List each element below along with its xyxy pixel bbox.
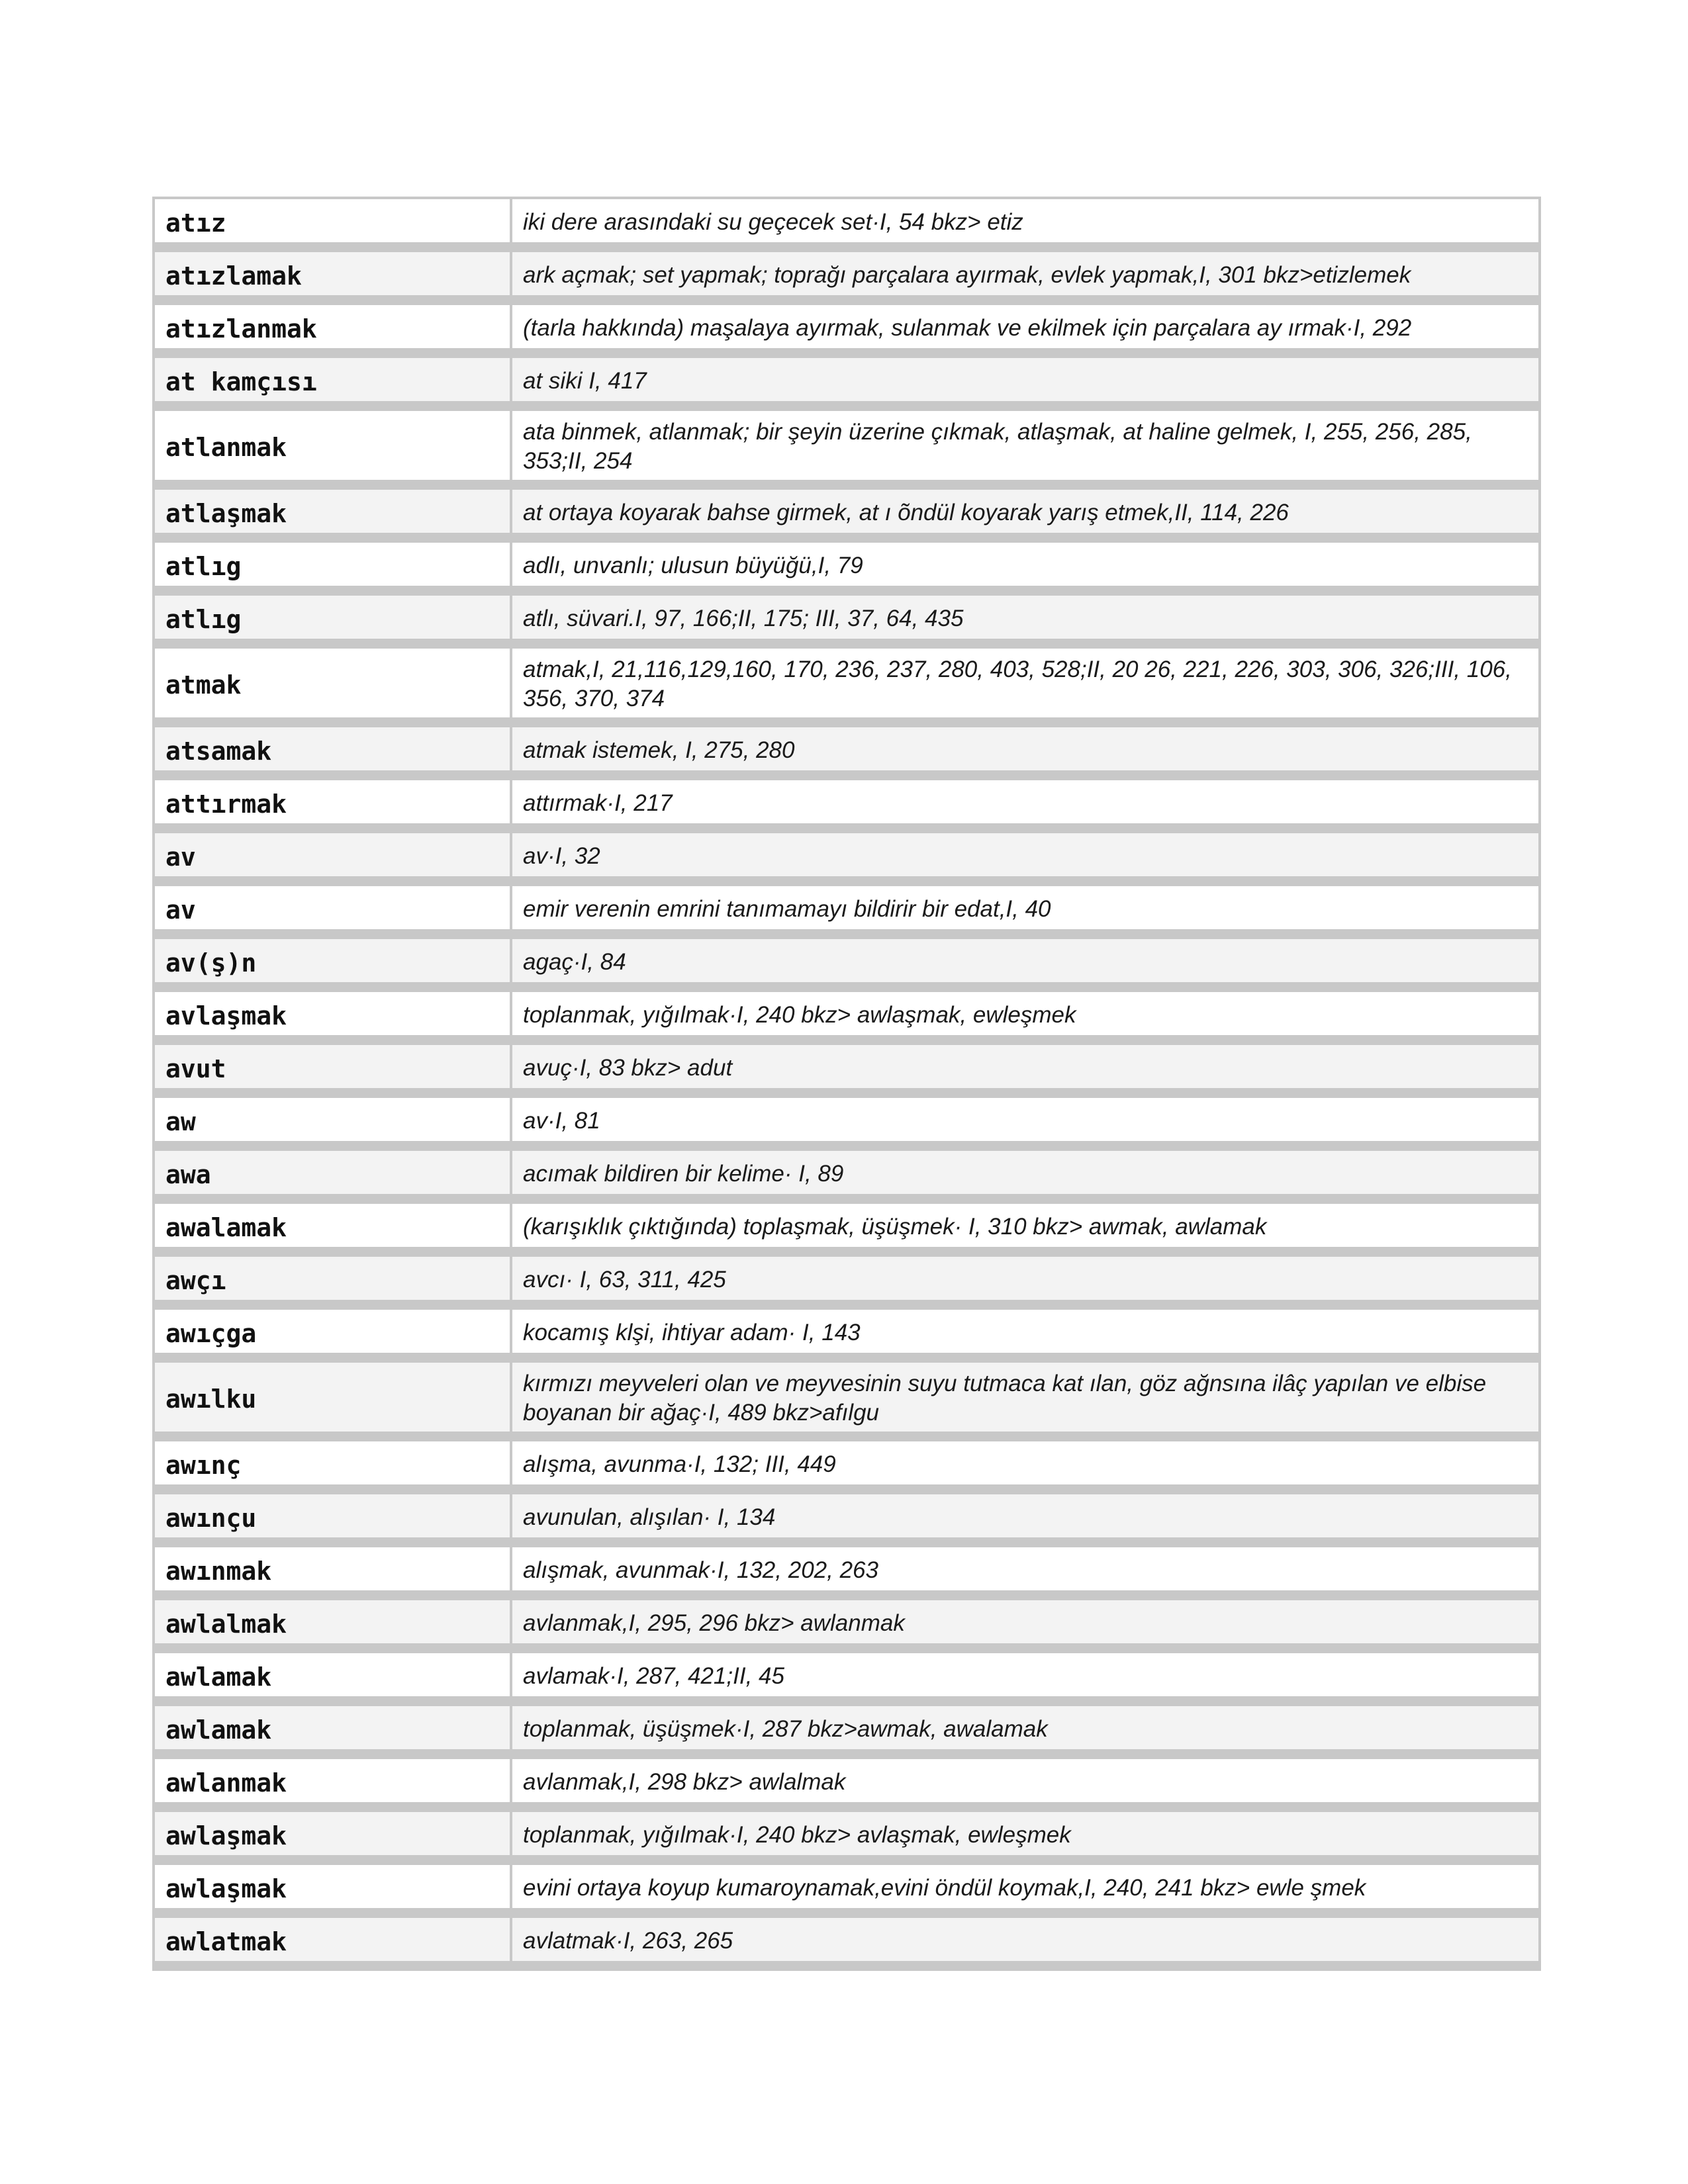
table-row bbox=[155, 1494, 1538, 1547]
term-cell: atlanmak bbox=[155, 411, 512, 480]
term-cell: awlatmak bbox=[155, 1918, 512, 1961]
term-cell: awalamak bbox=[155, 1204, 512, 1247]
term-cell: awlanmak bbox=[155, 1759, 512, 1802]
term-cell: atmak bbox=[155, 649, 512, 717]
term-cell: atlıg bbox=[155, 543, 512, 586]
definition-cell: avlanmak,I, 295, 296 bkz> awlanmak bbox=[523, 1610, 905, 1636]
table-row bbox=[155, 1918, 1538, 1971]
table-row bbox=[155, 1204, 1538, 1257]
definition-cell: avlanmak,I, 298 bkz> awlalmak bbox=[523, 1768, 846, 1795]
table-row bbox=[155, 939, 1538, 992]
definition-cell: agaç·I, 84 bbox=[523, 948, 626, 975]
definition-cell: av·I, 32 bbox=[523, 842, 600, 869]
term-cell: awılku bbox=[155, 1363, 512, 1432]
definition-cell: av·I, 81 bbox=[523, 1107, 600, 1134]
definition-cell: toplanmak, yığılmak·I, 240 bkz> avlaşmak, ewleşmek bbox=[523, 1821, 1071, 1848]
table-row bbox=[155, 1257, 1538, 1310]
definition-cell: avlamak·I, 287, 421;II, 45 bbox=[523, 1662, 784, 1689]
definition-cell: atmak istemek, I, 275, 280 bbox=[523, 737, 795, 763]
term-cell: av(ş)n bbox=[155, 939, 512, 982]
term-cell: avut bbox=[155, 1045, 512, 1088]
table-row bbox=[155, 1045, 1538, 1098]
definition-cell: alışma, avunma·I, 132; III, 449 bbox=[523, 1451, 836, 1477]
definition-cell: atlı, süvari.I, 97, 166;II, 175; III, 37, 64, 435 bbox=[523, 605, 964, 631]
definition-cell: avuç·I, 83 bkz> adut bbox=[523, 1054, 733, 1081]
table-row bbox=[155, 1812, 1538, 1865]
table-row bbox=[155, 543, 1538, 596]
definition-cell: ata binmek, atlanmak; bir şeyin üzerine çıkmak, atlaşmak, at haline gelmek, I, 255, 256, 285, 353;II, 254 bbox=[523, 419, 1472, 474]
table-row bbox=[155, 596, 1538, 649]
term-cell: atlaşmak bbox=[155, 490, 512, 533]
definition-cell: at ortaya koyarak bahse girmek, at ı õndül koyarak yarış etmek,II, 114, 226 bbox=[523, 499, 1289, 525]
term-cell: awa bbox=[155, 1151, 512, 1194]
table-row bbox=[155, 1600, 1538, 1653]
term-cell: attırmak bbox=[155, 780, 512, 823]
table-row bbox=[155, 305, 1538, 358]
term-cell: awınmak bbox=[155, 1547, 512, 1590]
table-row bbox=[155, 1363, 1538, 1441]
term-cell: awıçga bbox=[155, 1310, 512, 1353]
term-cell: awınçu bbox=[155, 1494, 512, 1537]
definition-cell: kırmızı meyveleri olan ve meyvesinin suyu tutmaca kat ılan, göz ağnsına ilâç yapılan ve elbise boyanan bir ağaç·I, 489 bkz>afılgu bbox=[523, 1371, 1487, 1426]
definition-cell: avcı· I, 63, 311, 425 bbox=[523, 1266, 726, 1293]
term-cell: atsamak bbox=[155, 727, 512, 770]
table-row bbox=[155, 199, 1538, 252]
table-row bbox=[155, 1759, 1538, 1812]
definition-cell: evini ortaya koyup kumaroynamak,evini öndül koymak,I, 240, 241 bkz> ewle şmek bbox=[523, 1874, 1366, 1901]
table-row bbox=[155, 886, 1538, 939]
term-cell: aw bbox=[155, 1098, 512, 1141]
term-cell: avlaşmak bbox=[155, 992, 512, 1035]
definition-cell: (karışıklık çıktığında) toplaşmak, üşüşmek· I, 310 bkz> awmak, awlamak bbox=[523, 1213, 1267, 1240]
table-row bbox=[155, 411, 1538, 490]
table-row bbox=[155, 1441, 1538, 1494]
table-row bbox=[155, 1653, 1538, 1706]
table-row bbox=[155, 490, 1538, 543]
term-cell: at kamçısı bbox=[155, 358, 512, 401]
table-row bbox=[155, 1547, 1538, 1600]
table-row bbox=[155, 727, 1538, 780]
definition-cell: kocamış klşi, ihtiyar adam· I, 143 bbox=[523, 1319, 861, 1345]
term-cell: awlamak bbox=[155, 1653, 512, 1696]
term-cell: atız bbox=[155, 199, 512, 242]
term-cell: atlıg bbox=[155, 596, 512, 639]
table-row bbox=[155, 252, 1538, 305]
definition-cell: acımak bildiren bir kelime· I, 89 bbox=[523, 1160, 844, 1187]
table-row bbox=[155, 780, 1538, 833]
definition-cell: toplanmak, üşüşmek·I, 287 bkz>awmak, awalamak bbox=[523, 1715, 1048, 1742]
term-cell: awlamak bbox=[155, 1706, 512, 1749]
term-cell: atızlanmak bbox=[155, 305, 512, 348]
table-row bbox=[155, 1310, 1538, 1363]
term-cell: awlaşmak bbox=[155, 1865, 512, 1908]
dictionary-table bbox=[152, 197, 1541, 1971]
term-cell: av bbox=[155, 833, 512, 876]
term-cell: awınç bbox=[155, 1441, 512, 1484]
definition-cell: iki dere arasındaki su geçecek set·I, 54 bkz> etiz bbox=[523, 208, 1023, 235]
table-row bbox=[155, 992, 1538, 1045]
definition-cell: emir verenin emrini tanımamayı bildirir bir edat,I, 40 bbox=[523, 895, 1051, 922]
definition-cell: toplanmak, yığılmak·I, 240 bkz> awlaşmak, ewleşmek bbox=[523, 1001, 1076, 1028]
term-cell: awlaşmak bbox=[155, 1812, 512, 1855]
definition-cell: atmak,I, 21,116,129,160, 170, 236, 237, 280, 403, 528;II, 20 26, 221, 226, 303, 306, 326;III, 106, 356, 370, 374 bbox=[523, 657, 1512, 711]
term-cell: awlalmak bbox=[155, 1600, 512, 1643]
definition-cell: (tarla hakkında) maşalaya ayırmak, sulanmak ve ekilmek için parçalara ay ırmak·I, 292 bbox=[523, 314, 1412, 341]
table-row bbox=[155, 358, 1538, 411]
term-cell: atızlamak bbox=[155, 252, 512, 295]
table-row bbox=[155, 833, 1538, 886]
definition-cell: attırmak·I, 217 bbox=[523, 790, 673, 816]
definition-cell: at siki I, 417 bbox=[523, 367, 647, 394]
table-row bbox=[155, 1098, 1538, 1151]
definition-cell: adlı, unvanlı; ulusun büyüğü,I, 79 bbox=[523, 552, 863, 578]
definition-cell: alışmak, avunmak·I, 132, 202, 263 bbox=[523, 1557, 878, 1583]
term-cell: awçı bbox=[155, 1257, 512, 1300]
definition-cell: avunulan, alışılan· I, 134 bbox=[523, 1504, 776, 1530]
table-row bbox=[155, 649, 1538, 727]
table-row bbox=[155, 1151, 1538, 1204]
table-row bbox=[155, 1706, 1538, 1759]
definition-cell: ark açmak; set yapmak; toprağı parçalara ayırmak, evlek yapmak,I, 301 bkz>etizlemek bbox=[523, 261, 1411, 288]
term-cell: av bbox=[155, 886, 512, 929]
table-row bbox=[155, 1865, 1538, 1918]
definition-cell: avlatmak·I, 263, 265 bbox=[523, 1927, 733, 1954]
